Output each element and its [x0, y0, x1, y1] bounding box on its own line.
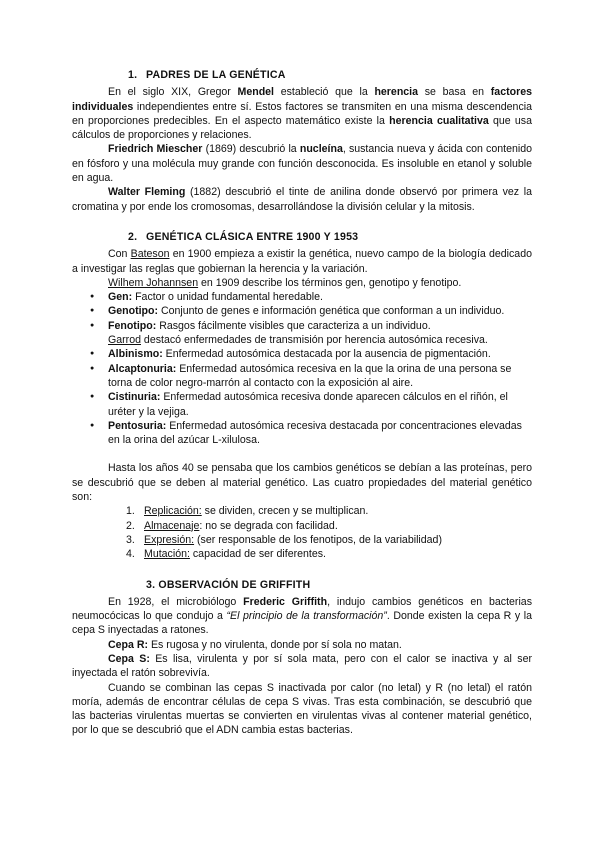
properties-list [72, 504, 532, 561]
section-1-number: 1. [128, 69, 138, 81]
cepa-s-paragraph: Cepa S: Es lisa, virulenta y por sí sola mata, pero con el calor se inactiva y al ser inyectada el ratón sobrevivía. [72, 652, 532, 680]
diseases-list [72, 347, 532, 447]
combination-paragraph: Cuando se combinan las cepas S inactivada por calor (no letal) y R (no letal) el ratón moría, además de encontrar células de cepa S vivas. Tras esta combinación, se descubrió que las bacterias virulentas muertas se convierten en virulentas vivas al contener material genético, por lo que se descubrió que el ADN cambia estas bacterias. [72, 681, 532, 737]
fleming-paragraph: Walter Fleming (1882) descubrió el tinte de anilina donde observó por primera vez la cromatina y por ende los cromosomas, desarrollándose la división celular y la mitosis. [72, 186, 532, 213]
genetic-terms-list [72, 290, 532, 333]
section-1-heading [72, 68, 532, 82]
list-item: ● Genotipo: Conjunto de genes e información genética que conforman a un individuo. [90, 304, 532, 318]
section-3-heading: 3. OBSERVACIÓN DE GRIFFITH [146, 578, 311, 591]
cepa-r-paragraph: Cepa R: Es rugosa y no virulenta, donde por sí sola no matan. [108, 638, 402, 651]
section-2-heading [72, 230, 532, 244]
list-item: ● Cistinuria: Enfermedad autosómica recesiva donde aparecen cálculos en el riñón, el uréter y la vejiga. [90, 390, 532, 419]
list-item: ● Fenotipo: Rasgos fácilmente visibles que caracteriza a un individuo. [90, 319, 532, 333]
garrod-paragraph: Garrod destacó enfermedades de transmisión por herencia autosómica recesiva. [108, 334, 488, 347]
mendel-paragraph: En el siglo XIX, Gregor Mendel estableció que la herencia se basa en factores individuales independientes entre sí. Estos factores se transmiten en una misma descendencia en proporciones predecibles. En el aspecto matemático existe la herencia cualitativa que usa cálculos de proporciones y relaciones. [72, 86, 532, 142]
section-1-title: PADRES DE LA GENÉTICA [146, 69, 286, 81]
list-item: ● Alcaptonuria: Enfermedad autosómica recesiva en la que la orina de una persona se torna de color negro-marrón al contacto con la exposición al aire. [90, 362, 532, 391]
list-item: ● Albinismo: Enfermedad autosómica destacada por la ausencia de pigmentación. [90, 347, 532, 361]
johannsen-paragraph: Wilhem Johannsen en 1909 describe los términos gen, genotipo y fenotipo. [108, 276, 462, 289]
list-item: 2. Almacenaje: no se degrada con facilidad. [126, 519, 338, 532]
document-page [72, 68, 532, 738]
bateson-paragraph: Con Bateson en 1900 empieza a existir la genética, nuevo campo de la biología dedicado a investigar las reglas que gobiernan la herencia y la variación. [72, 248, 532, 275]
griffith-paragraph: En 1928, el microbiólogo Frederic Griffith, indujo cambios genéticos en bacterias neumocócicas lo que condujo a “El principio de la transformación”. Donde existen la cepa R y la cepa S inyectadas a ratones. [72, 595, 532, 637]
section-2-number: 2. [128, 230, 138, 243]
list-item: 3. Expresión: (ser responsable de los fenotipos, de la variabilidad) [126, 533, 442, 546]
section-2-title: GENÉTICA CLÁSICA ENTRE 1900 Y 1953 [146, 230, 359, 243]
miescher-paragraph: Friedrich Miescher (1869) descubrió la nucleína, sustancia nueva y ácida con contenido en fósforo y una molécula muy grande con función desconocida. Es insoluble en etanol y soluble en agua. [72, 143, 532, 185]
list-item: 4. Mutación: capacidad de ser diferentes. [126, 548, 326, 561]
material-genetico-paragraph: Hasta los años 40 se pensaba que los cambios genéticos se debían a las proteínas, pero se descubrió que se deben al material genético. Las cuatro propiedades del material genético son: [72, 462, 532, 504]
list-item: 1. Replicación: se dividen, crecen y se multiplican. [126, 505, 369, 518]
list-item: ● Gen: Factor o unidad fundamental heredable. [90, 290, 532, 304]
list-item: ● Pentosuria: Enfermedad autosómica recesiva destacada por concentraciones elevadas en la orina del azúcar L-xilulosa. [90, 419, 532, 448]
